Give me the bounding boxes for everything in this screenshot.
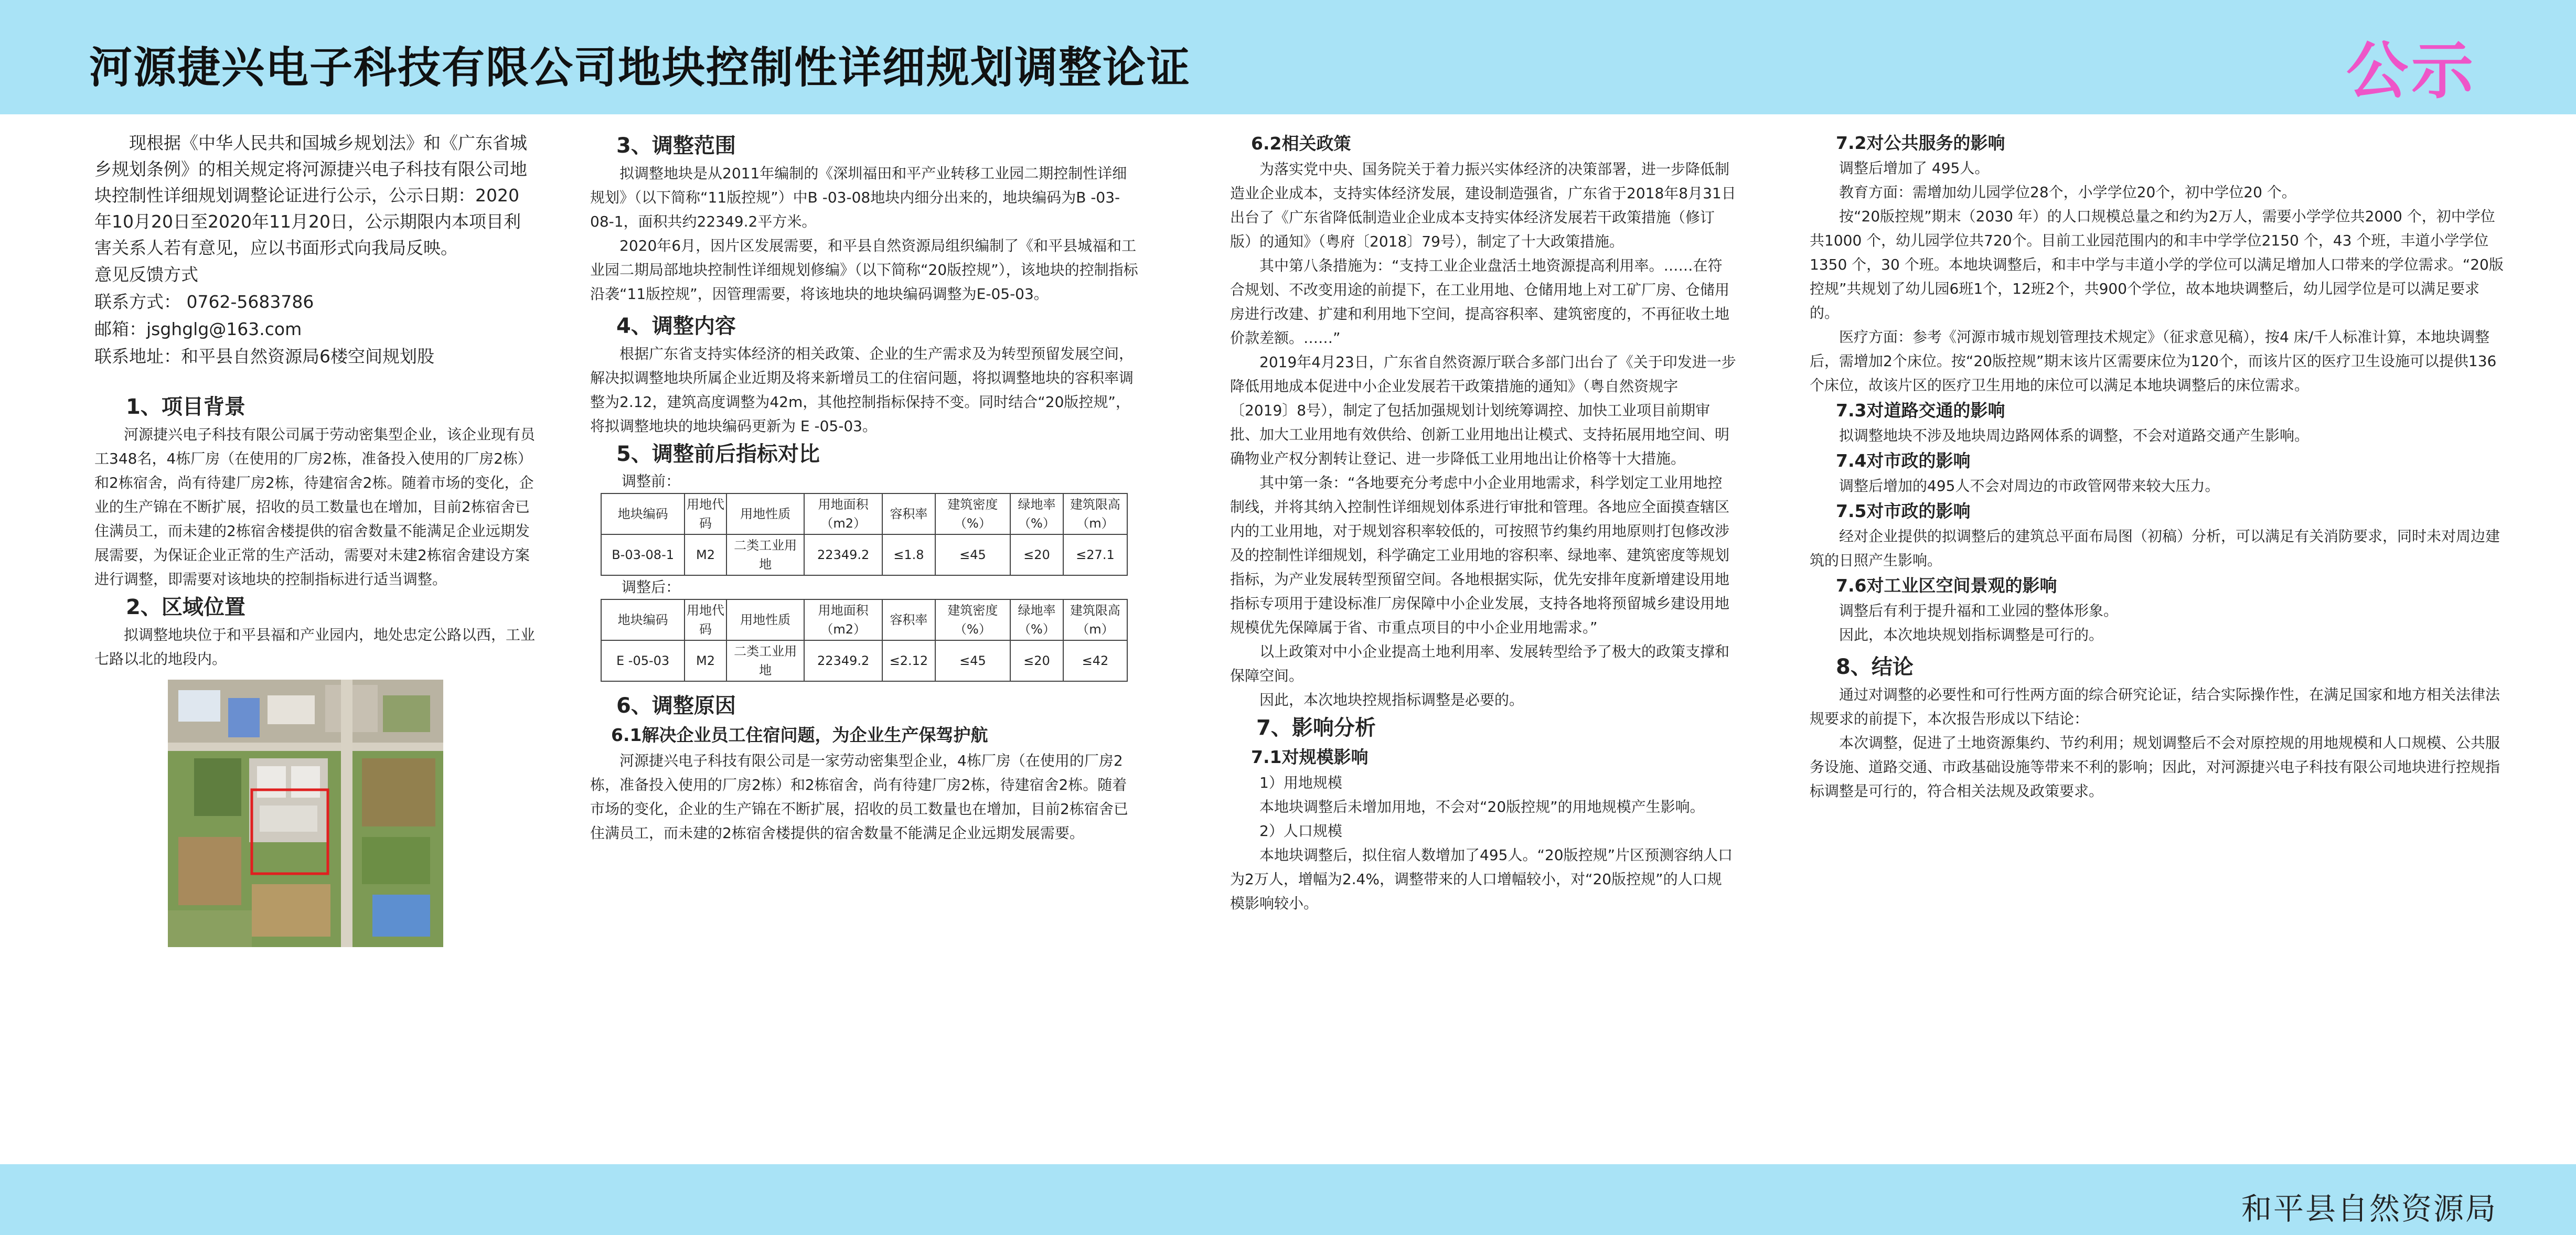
indicator-table-before	[601, 493, 1128, 576]
table-header-cell: 用地代码	[685, 493, 726, 534]
notice-intro: 现根据《中华人民共和国城乡规划法》和《广东省城乡规划条例》的相关规定将河源捷兴电子科技有限公司地块控制性详细规划调整论证进行公示，公示日期：2020年10月20日至2020年11月20日，公示期限内本项目利害关系人若有意见，应以书面形式向我局反映。	[94, 133, 527, 258]
section-2-body: 拟调整地块位于和平县福和产业园内，地处忠定公路以西，工业七路以北的地段内。	[94, 626, 536, 668]
footer-bar	[0, 1164, 2576, 1235]
section-8-p2: 本次调整，促进了土地资源集约、节约利用；规划调整后不会对原控规的用地规模和人口规模、公共服务设施、道路交通、市政基础设施等带来不利的影响；因此，对河源捷兴电子科技有限公司地块进行控规指标调整是可行的，符合相关法规及政策要求。	[1810, 734, 2500, 800]
section-3-p2: 2020年6月，因片区发展需要，和平县自然资源局组织编制了《和平县城福和工业园二期局部地块控制性详细规划修编》（以下简称“20版控规”），该地块的控制指标沿袭“11版控规”，因管理需要，将该地块的地块编码调整为E-05-03。	[590, 237, 1138, 303]
table-cell: ≤42	[1063, 640, 1127, 681]
section-4-body: 根据广东省支持实体经济的相关政策、企业的生产需求及为转型预留发展空间，解决拟调整地块所属企业近期及将来新增员工的住宿问题，将拟调整地块的容积率调整为2.12，建筑高度调整为42m，其他控制指标保持不变。同时结合“20版控规”，将拟调整地块的地块编码更新为 E -05-03。	[590, 345, 1134, 435]
contact-address: 联系地址：和平县自然资源局6楼空间规划股	[94, 346, 434, 367]
table-header-cell: 绿地率（%）	[1010, 493, 1063, 534]
contact-email: 邮箱：jsghglg@163.com	[94, 319, 302, 339]
section-heading-8: 8、结论	[1836, 655, 1914, 679]
item-1-body: 本地块调整后未增加用地，不会对“20版控规”的用地规模产生影响。	[1259, 798, 1705, 815]
feedback-title: 意见反馈方式	[94, 264, 198, 285]
item-2-label: 2）人口规模	[1259, 822, 1342, 840]
subsection-heading-7-1: 7.1对规模影响	[1251, 747, 1369, 767]
section-6-conclusion: 因此，本次地块控规指标调整是必要的。	[1259, 691, 1524, 708]
table-header-cell: 用地面积（m2）	[804, 493, 882, 534]
table-cell: B-03-08-1	[601, 534, 685, 575]
issuing-agency: 和平县自然资源局	[2241, 1191, 2497, 1227]
table-header-cell: 地块编码	[601, 599, 685, 640]
section-7-6-p1: 调整后有利于提升福和工业园的整体形象。	[1839, 602, 2119, 619]
section-heading-2: 2、区域位置	[126, 595, 245, 619]
column-3	[1230, 130, 1736, 916]
section-7-3-body: 拟调整地块不涉及地块周边路网体系的调整，不会对道路交通产生影响。	[1839, 427, 2310, 444]
section-7-2-p1: 调整后增加了 495人。	[1839, 159, 1990, 177]
table-cell: ≤45	[935, 640, 1010, 681]
table-header-cell: 建筑密度（%）	[935, 599, 1010, 640]
table-header-row	[601, 493, 1127, 534]
section-heading-1: 1、项目背景	[126, 395, 245, 419]
table-header-cell: 建筑限高（m）	[1063, 493, 1127, 534]
table-header-cell: 绿地率（%）	[1010, 599, 1063, 640]
section-heading-6: 6、调整原因	[616, 694, 736, 718]
table-header-cell: 容积率	[882, 493, 935, 534]
table-cell: ≤20	[1010, 534, 1063, 575]
section-6-2-p1: 为落实党中央、国务院关于着力振兴实体经济的决策部署，进一步降低制造业企业成本，支持实体经济发展，建设制造强省，广东省于2018年8月31日出台了《广东省降低制造业企业成本支持实体经济发展若干政策措施（修订版）的通知》（粤府〔2018〕79号），制定了十大政策措施。	[1230, 160, 1736, 250]
section-heading-3: 3、调整范围	[616, 134, 736, 158]
table-header-cell: 容积率	[882, 599, 935, 640]
table-after-label: 调整后：	[622, 578, 681, 596]
site-aerial-photo	[168, 680, 443, 947]
section-8-p1: 通过对调整的必要性和可行性两方面的综合研究论证，结合实际操作性，在满足国家和地方相关法律法规要求的前提下，本次报告形成以下结论：	[1810, 686, 2500, 727]
table-cell: ≤27.1	[1063, 534, 1127, 575]
subsection-heading-7-5: 7.5对市政的影响	[1836, 501, 1971, 521]
contact-phone: 联系方式： 0762-5683786	[94, 292, 314, 312]
table-header-cell: 用地面积（m2）	[804, 599, 882, 640]
table-cell: 二类工业用地	[726, 534, 805, 575]
section-7-2-p2: 教育方面：需增加幼儿园学位28个，小学学位20个，初中学位20 个。	[1839, 184, 2296, 201]
table-header-cell: 建筑密度（%）	[935, 493, 1010, 534]
section-7-4-body: 调整后增加的495人不会对周边的市政管网带来较大压力。	[1839, 477, 2220, 495]
section-6-2-p4: 其中第一条：“各地要充分考虑中小企业用地需求，科学划定工业用地控制线，并将其纳入控制性详细规划体系进行审批和管理。各地应全面摸查辖区内的工业用地，对于规划容积率较低的，可按照节约集约用地原则打包修改涉及的控制性详细规划，科学确定工业用地的容积率、绿地率、建筑密度等规划指标，为产业发展转型预留空间。各地根据实际，优先安排年度新增建设用地指标专项用于建设标准厂房保障中小企业发展，支持各地将预留城乡建设用地规模优先保障属于省、市重点项目的中小企业用地需求。”	[1230, 474, 1730, 636]
table-cell: E -05-03	[601, 640, 685, 681]
section-7-5-body: 经对企业提供的拟调整后的建筑总平面布局图（初稿）分析，可以满足有关消防要求，同时未对周边建筑的日照产生影响。	[1810, 528, 2500, 569]
subsection-heading-7-2: 7.2对公共服务的影响	[1836, 133, 2005, 153]
table-header-cell: 用地性质	[726, 599, 805, 640]
page-title: 河源捷兴电子科技有限公司地块控制性详细规划调整论证	[89, 43, 1191, 93]
subsection-heading-6-1: 6.1解决企业员工住宿问题，为企业生产保驾护航	[611, 725, 988, 745]
section-heading-4: 4、调整内容	[616, 314, 736, 338]
table-cell: 22349.2	[804, 640, 882, 681]
table-cell: ≤1.8	[882, 534, 935, 575]
table-cell: ≤20	[1010, 640, 1063, 681]
section-7-2-p4: 医疗方面：参考《河源市城市规划管理技术规定》（征求意见稿），按4 床/千人标准计算，本地块调整后，需增加2个床位。按“20版控规”期末该片区需要床位为120个，而该片区的医疗卫生设施可以提供136个床位，故该片区的医疗卫生用地的床位可以满足本地块调整后的床位需求。	[1810, 328, 2497, 394]
section-heading-5: 5、调整前后指标对比	[616, 442, 820, 466]
item-1-label: 1）用地规模	[1259, 774, 1342, 791]
column-1	[94, 130, 535, 947]
section-6-1-body: 河源捷兴电子科技有限公司是一家劳动密集型企业，4栋厂房（在使用的厂房2栋，准备投入使用的厂房2栋）和2栋宿舍，尚有待建厂房2栋，待建宿舍2栋。随着市场的变化，企业的生产锦在不断扩展，招收的员工数量也在增加，目前2栋宿舍已住满员工，而未建的2栋宿舍楼提供的宿舍数量不能满足企业远期发展需要。	[590, 752, 1128, 842]
table-cell: 22349.2	[804, 534, 882, 575]
column-2	[590, 130, 1138, 845]
table-header-cell: 用地性质	[726, 493, 805, 534]
section-6-2-p2: 其中第八条措施为：“支持工业企业盘活土地资源提高利用率。……在符合规划、不改变用途的前提下，在工业用地、仓储用地上对工矿厂房、仓储用房进行改建、扩建和利用地下空间，提高容积率、建筑密度的，不再征收土地价款差额。……”	[1230, 257, 1730, 347]
section-3-p1: 拟调整地块是从2011年编制的《深圳福田和平产业转移工业园二期控制性详细规划》（以下简称“11版控规”）中B -03-08地块内细分出来的，地块编码为B -03-08-1，面积共约22349.2平方米。	[590, 165, 1127, 230]
indicator-table-after	[601, 599, 1128, 682]
section-7-2-p3: 按“20版控规”期末（2030 年）的人口规模总量之和约为2万人，需要小学学位共2000 个，初中学位共1000 个，幼儿园学位共720个。目前工业园范围内的和丰中学学位2150 个，43 个班，丰道小学学位1350 个，30 个班。本地块调整后，和丰中学与丰道小学的学位可以满足增加人口带来的学位需求。“20版控规”共规划了幼儿园6班1个，12班2个，共900个学位，故本地块调整后，幼儿园学位是可以满足要求的。	[1810, 208, 2504, 321]
table-row	[601, 640, 1127, 681]
subsection-heading-7-3: 7.3对道路交通的影响	[1836, 400, 2005, 421]
table-cell: 二类工业用地	[726, 640, 805, 681]
table-row	[601, 534, 1127, 575]
table-header-cell: 建筑限高（m）	[1063, 599, 1127, 640]
table-header-cell: 地块编码	[601, 493, 685, 534]
table-cell: M2	[685, 640, 726, 681]
table-header-row	[601, 599, 1127, 640]
section-heading-7: 7、影响分析	[1256, 716, 1376, 740]
table-cell: ≤2.12	[882, 640, 935, 681]
table-header-cell: 用地代码	[685, 599, 726, 640]
subsection-heading-7-4: 7.4对市政的影响	[1836, 450, 1971, 471]
column-4	[1810, 130, 2507, 803]
table-cell: M2	[685, 534, 726, 575]
subsection-heading-6-2: 6.2相关政策	[1251, 133, 1351, 154]
subsection-heading-7-6: 7.6对工业区空间景观的影响	[1836, 575, 2057, 596]
item-2-body: 本地块调整后，拟住宿人数增加了495人。“20版控规”片区预测容纳人口为2万人，增幅为2.4%，调整带来的人口增幅较小，对“20版控规”的人口规模影响较小。	[1230, 846, 1733, 912]
section-1-body: 河源捷兴电子科技有限公司属于劳动密集型企业，该企业现有员工348名，4栋厂房（在使用的厂房2栋，准备投入使用的厂房2栋）和2栋宿舍，尚有待建厂房2栋，待建宿舍2栋。随着市场的变化，企业的生产锦在不断扩展，招收的员工数量也在增加，目前2栋宿舍已住满员工，而未建的2栋宿舍楼提供的宿舍数量不能满足企业远期发展需要，为保证企业正常的生产活动，需要对未建2栋宿舍建设方案进行调整，即需要对该地块的控制指标进行适当调整。	[94, 426, 536, 588]
table-cell: ≤45	[935, 534, 1010, 575]
table-before-label: 调整前：	[622, 472, 681, 490]
header-bar	[0, 0, 2576, 114]
section-7-6-p2: 因此，本次地块规划指标调整是可行的。	[1839, 626, 2104, 643]
section-6-2-p5: 以上政策对中小企业提高土地利用率、发展转型给予了极大的政策支撑和保障空间。	[1230, 643, 1730, 684]
notice-badge: 公示	[2346, 35, 2476, 107]
section-6-2-p3: 2019年4月23日，广东省自然资源厅联合多部门出台了《关于印发进一步降低用地成本促进中小企业发展若干政策措施的通知》（粤自然资规字〔2019〕8号），制定了包括加强规划计划统筹调控、加快工业项目前期审批、加大工业用地有效供给、创新工业用地出让模式、支持拓展用地空间、明确物业产权分割转让登记、进一步降低工业用地出让价格等十大措施。	[1230, 353, 1736, 467]
